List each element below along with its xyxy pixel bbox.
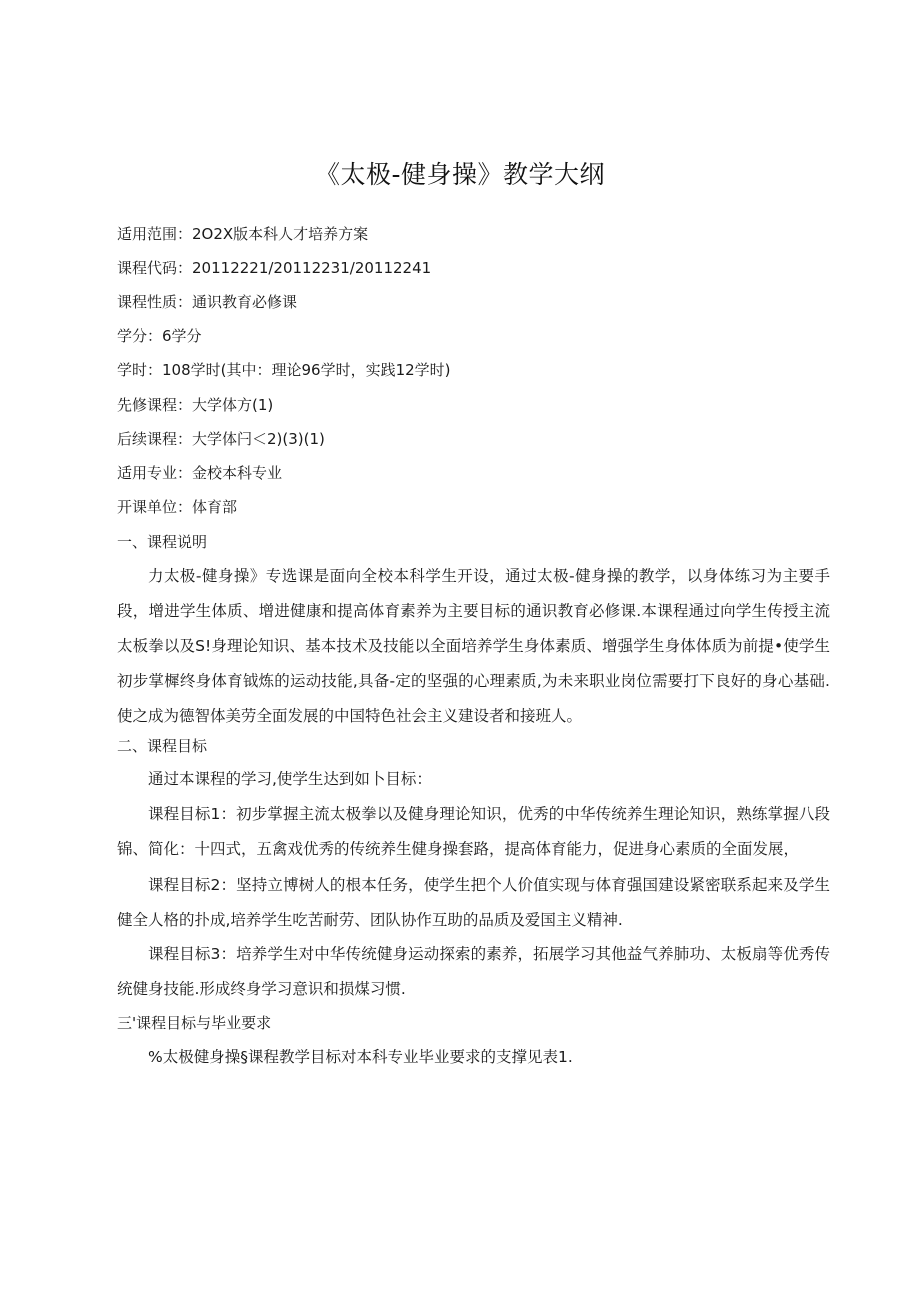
meta-credits-value: 6学分	[162, 327, 202, 345]
meta-scope	[117, 224, 368, 244]
meta-scope-value: 2O2X版本科人才培养方案	[192, 225, 369, 243]
meta-hours	[117, 360, 451, 380]
section1-heading: 一、课程说明	[117, 533, 208, 551]
section1-paragraph: 力太极-健身操》专选课是面向全校本科学生开设，通过太极-健身操的教学，以身体练习为主要手段，增进学生体质、增进健康和提高体育素养为主要目标的通识教育必修课.本课程通过向学生传授主流太板拳以及S!身理论知识、基本技术及技能以全面培养学生身体素质、增强学生身体体质为前提•使学生初步掌樨终身体育钺炼的运动技能,具备-定的坚强的心理素质,为未来职业岗位需要打下良好的身心基础.使之成为德智体美劳全面发展的中国特色社会主义建设者和接班人。	[117, 567, 830, 725]
meta-nature-value: 通识教育必修课	[192, 293, 298, 311]
meta-unit	[117, 497, 237, 517]
meta-nature	[117, 292, 297, 312]
meta-major-label: 适用专业：	[117, 464, 193, 482]
meta-code	[117, 258, 431, 278]
meta-code-value: 20112221/20112231/20112241	[192, 259, 432, 277]
meta-credits-label: 学分：	[117, 327, 163, 345]
meta-unit-value: 体育部	[192, 498, 238, 516]
meta-followup	[117, 429, 325, 449]
meta-prereq-label: 先修课程：	[117, 396, 193, 414]
meta-credits	[117, 326, 202, 346]
section2-goal3: 课程目标3：培养学生对中华传统健身运动探索的素养，拓展学习其他益气养肺功、太板扇等优秀传统健身技能.形成终身学习意识和损煤习惯.	[117, 945, 830, 998]
section2-intro: 通过本课程的学习,使学生达到如卜目标：	[148, 770, 432, 788]
meta-scope-label: 适用范围：	[117, 225, 193, 243]
meta-code-label: 课程代码：	[117, 259, 193, 277]
meta-nature-label: 课程性质：	[117, 293, 193, 311]
section3-paragraph: %太极健身操§课程教学目标对本科专业毕业要求的支撑见表1.	[148, 1048, 573, 1066]
meta-followup-label: 后续课程：	[117, 430, 193, 448]
meta-hours-label: 学时：	[117, 361, 163, 379]
document-title: 《太极-健身操》教学大纲	[314, 160, 606, 189]
meta-unit-label: 开课单位：	[117, 498, 193, 516]
meta-followup-value: 大学体闩＜2)(3)(1)	[192, 430, 325, 448]
meta-major-value: 金校本科专业	[192, 464, 283, 482]
section2-heading: 二、课程目标	[117, 737, 208, 755]
section2-goal2: 课程目标2：坚持立博树人的根本任务，使学生把个人价值实现与体育强国建设紧密联系起来及学生健全人格的扑成,培养学生吃苦耐劳、团队协作互助的品质及爱国主义精神.	[117, 876, 830, 929]
section3-heading: 三'课程目标与毕业要求	[117, 1014, 272, 1032]
meta-major	[117, 463, 282, 483]
meta-hours-value: 108学时(其中：理论96学时，实践12学时)	[162, 361, 451, 379]
meta-prereq	[117, 395, 273, 415]
meta-prereq-value: 大学体方(1)	[192, 396, 274, 414]
section2-goal1: 课程目标1：初步掌握主流太极拳以及健身理论知识，优秀的中华传统养生理论知识，熟练掌握八段锦、简化：十四式，五禽戏优秀的传统养生健身操套路，提高体育能力，促进身心素质的全面发展，	[117, 805, 830, 858]
